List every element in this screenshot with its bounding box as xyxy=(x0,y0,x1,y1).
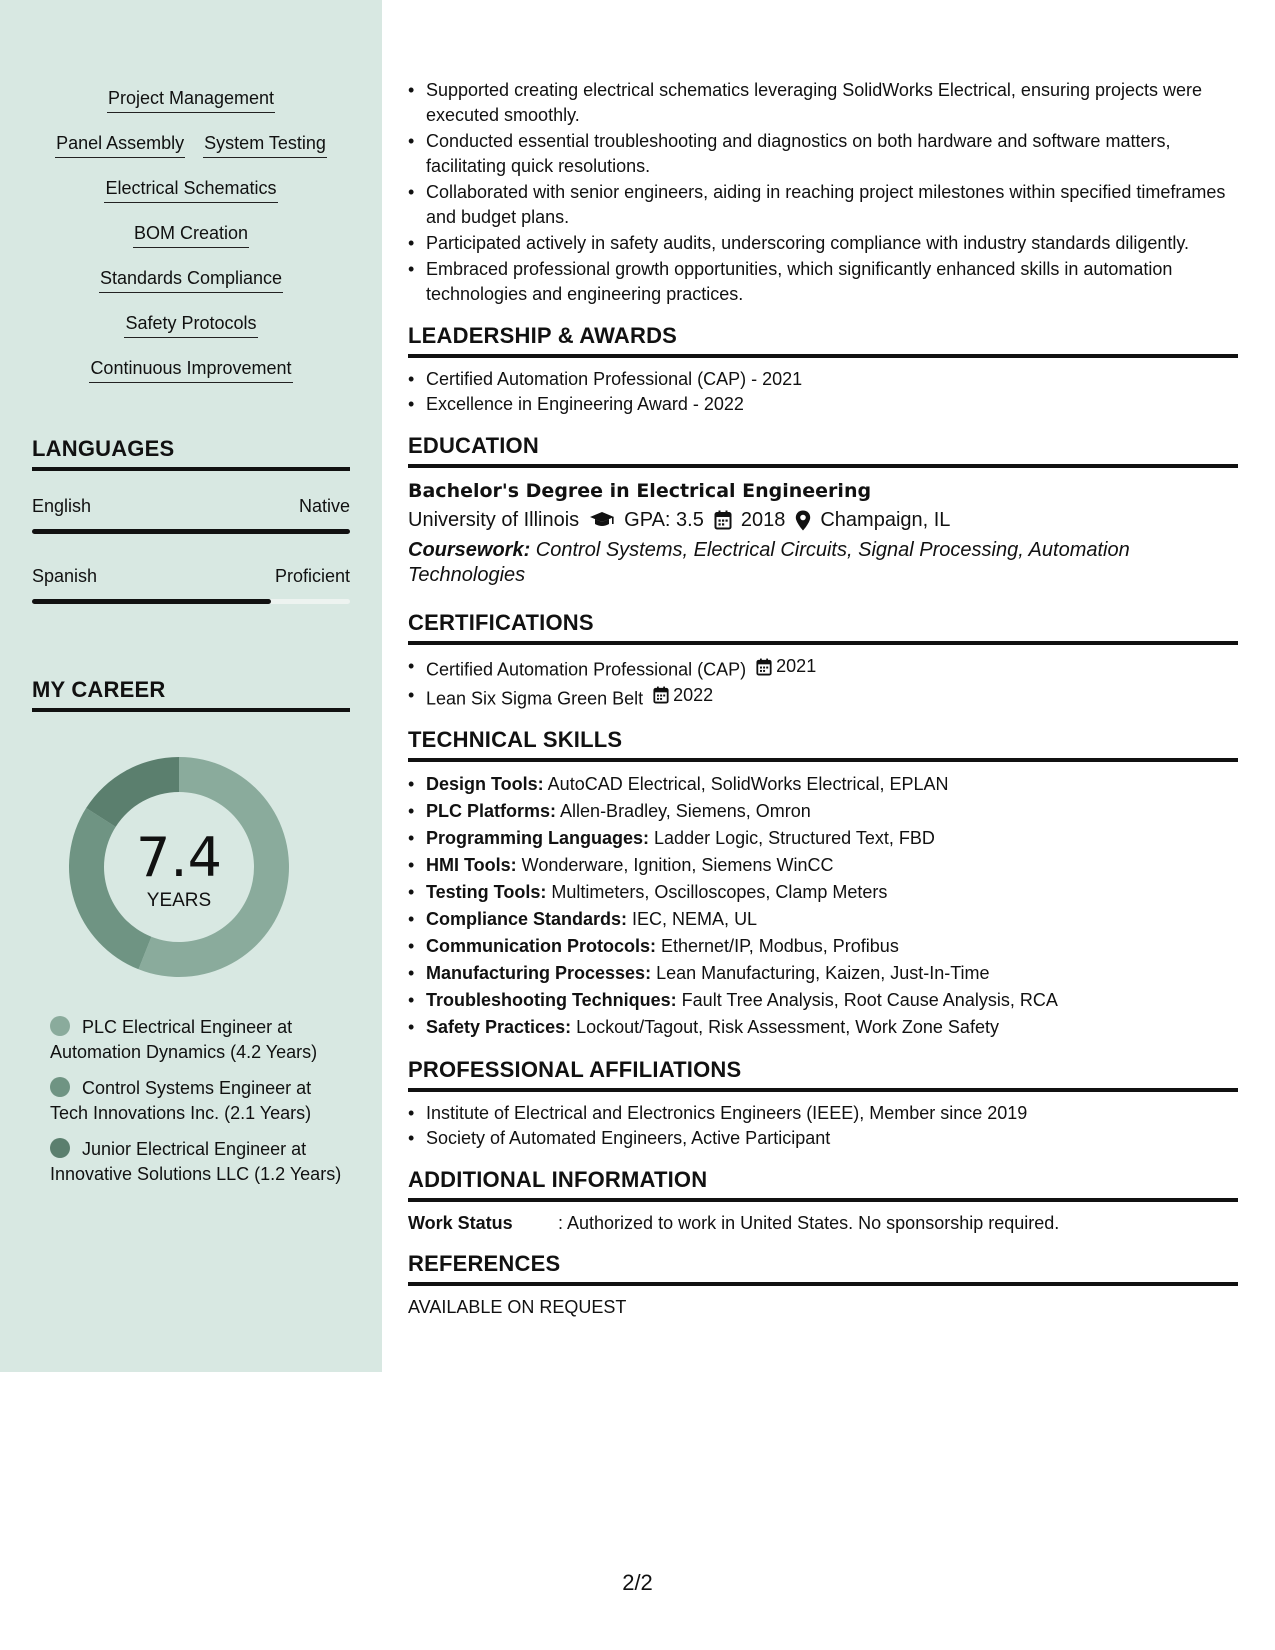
languages-heading: LANGUAGES xyxy=(32,436,350,471)
career-text: PLC Electrical Engineer at Automation Dynamics (4.2 Years) xyxy=(50,1017,318,1062)
skill-tag: Safety Protocols xyxy=(124,311,257,338)
technical-skill-value: Lean Manufacturing, Kaizen, Just-In-Time xyxy=(651,963,990,983)
experience-bullet: • Conducted essential troubleshooting and diagnostics on both hardware and software matters, facilitating quick resolutions. xyxy=(408,129,1238,179)
technical-skill-item xyxy=(408,798,1238,825)
graduation-year: 2018 xyxy=(740,509,786,531)
career-dot xyxy=(50,1016,70,1036)
certification-name: Certified Automation Professional (CAP) xyxy=(426,659,747,680)
technical-skill-label: Programming Languages: xyxy=(426,828,650,848)
technical-skill-item xyxy=(408,933,1238,960)
page-number: 2/2 xyxy=(622,1570,653,1595)
certification-item xyxy=(408,683,1238,712)
technical-skill-value: Lockout/Tagout, Risk Assessment, Work Zone Safety xyxy=(571,1017,999,1037)
technical-skill-item xyxy=(408,771,1238,798)
coursework-list: Control Systems, Electrical Circuits, Signal Processing, Automation Technologies xyxy=(408,539,1130,586)
graduation-cap-icon xyxy=(589,511,615,529)
experience-bullet: • Embraced professional growth opportunities, which significantly enhanced skills in automation technologies and engineering practices. xyxy=(408,257,1238,307)
technical-skill-item xyxy=(408,987,1238,1014)
leadership-item: • Certified Automation Professional (CAP) - 2021 xyxy=(408,367,1238,392)
school-location: Champaign, IL xyxy=(820,509,951,531)
technical-skill-value: Allen-Bradley, Siemens, Omron xyxy=(556,801,811,821)
language-name: Spanish xyxy=(32,566,98,586)
technical-skill-label: Design Tools: xyxy=(426,774,544,794)
technical-skill-item xyxy=(408,1014,1238,1041)
language-english xyxy=(32,494,350,534)
skill-row xyxy=(32,356,350,401)
skill-row xyxy=(32,221,350,266)
technical-skill-value: Multimeters, Oscilloscopes, Clamp Meters xyxy=(546,882,888,902)
skill-row xyxy=(32,86,350,131)
leadership-heading: LEADERSHIP & AWARDS xyxy=(408,323,1238,358)
certification-date xyxy=(653,683,713,708)
language-spanish xyxy=(32,564,350,604)
calendar-icon xyxy=(714,510,732,530)
language-level: Native xyxy=(298,496,350,516)
technical-skill-item xyxy=(408,906,1238,933)
skill-tag: Continuous Improvement xyxy=(89,356,292,383)
skill-tag: Project Management xyxy=(107,86,275,113)
leadership-item: • Excellence in Engineering Award - 2022 xyxy=(408,392,1238,417)
references-text: AVAILABLE ON REQUEST xyxy=(408,1297,627,1317)
technical-skill-label: HMI Tools: xyxy=(426,855,517,875)
leadership-list xyxy=(408,367,1238,417)
career-unit: YEARS xyxy=(146,890,212,911)
career-text: Junior Electrical Engineer at Innovative Solutions LLC (1.2 Years) xyxy=(50,1139,342,1184)
skills-tags xyxy=(32,86,350,401)
certification-year: 2022 xyxy=(673,684,714,705)
school-name: University of Illinois xyxy=(408,509,580,531)
education-meta xyxy=(408,505,1238,535)
experience-bullet: • Collaborated with senior engineers, aiding in reaching project milestones within specified timeframes and budget plans. xyxy=(408,180,1238,230)
affiliation-item: • Institute of Electrical and Electronics Engineers (IEEE), Member since 2019 xyxy=(408,1101,1238,1126)
technical-skill-item xyxy=(408,960,1238,987)
affiliations-list xyxy=(408,1101,1238,1151)
technical-skill-label: Communication Protocols: xyxy=(426,936,657,956)
coursework-label: Coursework: xyxy=(408,539,531,561)
main-content xyxy=(408,78,1238,1319)
certification-date xyxy=(756,654,816,679)
career-item xyxy=(50,1137,350,1187)
certifications-heading: CERTIFICATIONS xyxy=(408,610,1238,645)
technical-skill-value: IEC, NEMA, UL xyxy=(627,909,758,929)
technical-skills-list xyxy=(408,771,1238,1041)
career-item xyxy=(50,1015,350,1065)
technical-skill-item xyxy=(408,879,1238,906)
technical-skill-value: Fault Tree Analysis, Root Cause Analysis, RCA xyxy=(676,990,1058,1010)
work-status-value: : Authorized to work in United States. No sponsorship required. xyxy=(558,1213,1060,1233)
skill-tag: BOM Creation xyxy=(133,221,249,248)
work-status-label: Work Status xyxy=(408,1213,513,1233)
certification-year: 2021 xyxy=(776,656,817,676)
affiliation-item: • Society of Automated Engineers, Active Participant xyxy=(408,1126,1238,1151)
experience-bullets xyxy=(408,78,1238,307)
language-bar-fill xyxy=(32,599,271,604)
language-name: English xyxy=(32,496,92,516)
sidebar xyxy=(0,0,382,1372)
career-list xyxy=(50,1015,350,1198)
technical-skill-item xyxy=(408,852,1238,879)
degree-title: Bachelor's Degree in Electrical Engineering xyxy=(408,480,872,502)
technical-skill-label: Testing Tools: xyxy=(426,882,547,902)
skill-row xyxy=(32,311,350,356)
language-bar-fill xyxy=(32,529,350,534)
skill-row xyxy=(32,131,350,176)
technical-skill-label: Troubleshooting Techniques: xyxy=(426,990,677,1010)
career-heading: MY CAREER xyxy=(32,677,350,712)
certification-item xyxy=(408,654,1238,683)
references-heading: REFERENCES xyxy=(408,1251,1238,1286)
career-text: Control Systems Engineer at Tech Innovations Inc. (2.1 Years) xyxy=(50,1078,312,1123)
experience-bullet: • Participated actively in safety audits, underscoring compliance with industry standards diligently. xyxy=(408,231,1238,256)
work-status-row xyxy=(408,1211,1238,1235)
technical-skill-item xyxy=(408,825,1238,852)
language-level: Proficient xyxy=(274,566,350,586)
technical-skill-label: Safety Practices: xyxy=(426,1017,572,1037)
donut-segment xyxy=(86,757,179,827)
education-entry xyxy=(408,477,1238,588)
language-bar xyxy=(32,529,350,534)
coursework xyxy=(408,538,1238,588)
skill-row xyxy=(32,266,350,311)
certifications-list xyxy=(408,654,1238,711)
skill-tag: Standards Compliance xyxy=(99,266,283,293)
language-bar xyxy=(32,599,350,604)
certification-name: Lean Six Sigma Green Belt xyxy=(426,688,644,708)
technical-skill-value: AutoCAD Electrical, SolidWorks Electrical, EPLAN xyxy=(543,774,949,794)
skill-row xyxy=(32,176,350,221)
calendar-icon xyxy=(756,658,776,676)
career-total: 7.4 xyxy=(136,826,222,889)
technical-skill-label: Manufacturing Processes: xyxy=(426,963,652,983)
location-pin-icon xyxy=(795,510,811,531)
technical-skill-value: Ladder Logic, Structured Text, FBD xyxy=(649,828,935,848)
technical-skills-heading: TECHNICAL SKILLS xyxy=(408,727,1238,762)
technical-skill-label: PLC Platforms: xyxy=(426,801,557,821)
technical-skill-value: Wonderware, Ignition, Siemens WinCC xyxy=(516,855,834,875)
technical-skill-value: Ethernet/IP, Modbus, Profibus xyxy=(656,936,899,956)
skill-tag: System Testing xyxy=(203,131,327,158)
gpa: GPA: 3.5 xyxy=(624,509,704,531)
career-dot xyxy=(50,1077,70,1097)
education-heading: EDUCATION xyxy=(408,433,1238,468)
experience-bullet: • Supported creating electrical schematics leveraging SolidWorks Electrical, ensuring projects were executed smoothly. xyxy=(408,78,1238,128)
career-dot xyxy=(50,1138,70,1158)
calendar-icon xyxy=(653,686,673,704)
affiliations-heading: PROFESSIONAL AFFILIATIONS xyxy=(408,1057,1238,1092)
career-item xyxy=(50,1076,350,1126)
skill-tag: Panel Assembly xyxy=(55,131,185,158)
additional-info-heading: ADDITIONAL INFORMATION xyxy=(408,1167,1238,1202)
skill-tag: Electrical Schematics xyxy=(104,176,277,203)
technical-skill-label: Compliance Standards: xyxy=(426,909,628,929)
career-donut-chart xyxy=(64,752,294,982)
